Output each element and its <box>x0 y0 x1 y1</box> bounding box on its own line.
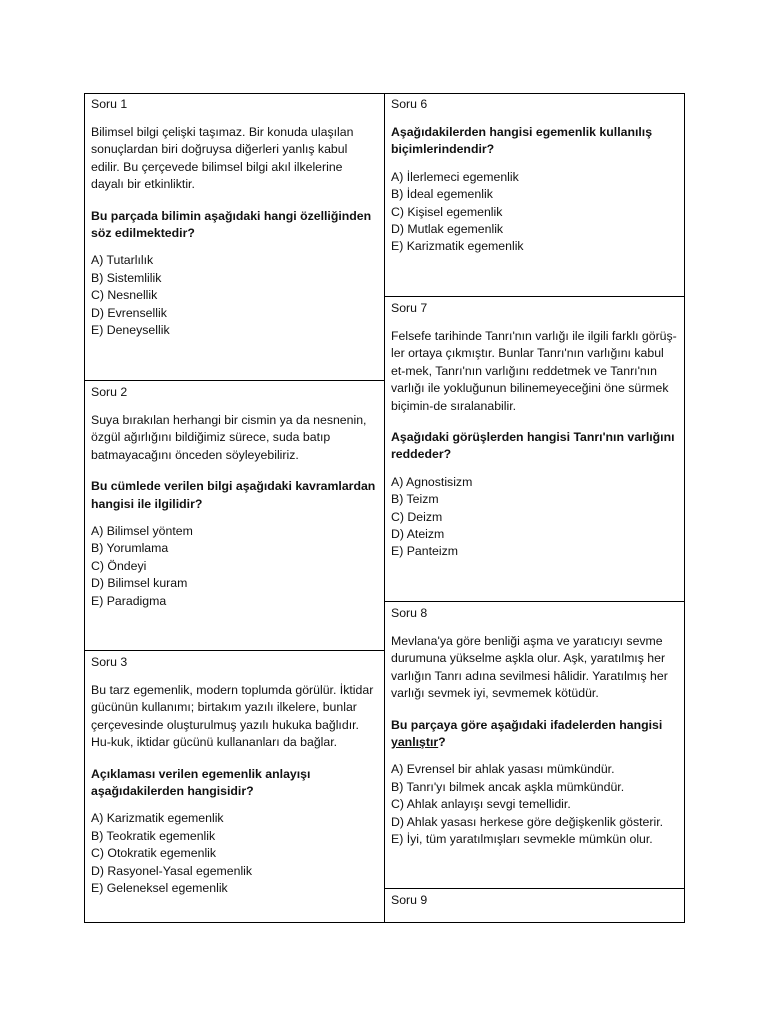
stem-suffix: ? <box>438 735 446 750</box>
answer-option[interactable]: D) Rasyonel-Yasal egemenlik <box>91 863 253 878</box>
answer-option[interactable]: A) Agnostisizm <box>391 474 473 489</box>
question-title: Soru 8 <box>391 606 428 620</box>
question-divider <box>385 888 684 889</box>
answer-options <box>391 474 678 561</box>
question-title: Soru 2 <box>91 385 128 399</box>
answer-option[interactable]: D) Ateizm <box>391 527 445 542</box>
question-stem: Aşağıdakilerden hangisi egemenlik kullanılış biçimlerindendir? <box>391 125 653 157</box>
answer-option[interactable]: D) Evrensellik <box>91 305 167 320</box>
question-title: Soru 9 <box>391 893 428 907</box>
stem-text: Bu parçaya göre aşağıdaki ifadelerden hangisi <box>391 717 663 732</box>
question-title: Soru 6 <box>391 97 428 111</box>
answer-options <box>91 252 378 339</box>
question-3 <box>85 654 384 897</box>
answer-options <box>91 523 378 610</box>
answer-option[interactable]: C) Öndeyi <box>91 558 147 573</box>
question-title: Soru 7 <box>391 301 428 315</box>
answer-option[interactable]: A) Evrensel bir ahlak yasası mümkündür. <box>391 762 615 777</box>
answer-option[interactable]: D) Ahlak yasası herkese göre değişkenlik gösterir. <box>391 814 664 829</box>
answer-option[interactable]: E) Karizmatik egemenlik <box>391 239 524 254</box>
answer-option[interactable]: B) İdeal egemenlik <box>391 187 493 202</box>
answer-option[interactable]: D) Mutlak egemenlik <box>391 222 504 237</box>
question-passage: Felsefe tarihinde Tanrı'nın varlığı ile ilgili farklı görüş-ler ortaya çıkmıştır. Bunlar Tanrı'nın varlığını kabul et-mek, Tanrı'nın varlığını reddetmek ve Tanrı'nın varlığı ile yokluğunun bilinemeyeceğini öne sürmek biçimin-de sıralanabilir. <box>391 329 677 413</box>
answer-option[interactable]: C) Ahlak anlayışı sevgi temellidir. <box>391 797 571 812</box>
question-title: Soru 3 <box>91 655 128 669</box>
question-9 <box>385 892 684 920</box>
question-passage: Bu tarz egemenlik, modern toplumda görülür. İktidar gücünün kullanımı; birtakım yazılı ilkelere, bunlar çerçevesinde oluşturulmuş yazılı hukuka bağlıdır. Hu-kuk, iktidar gücünü kullananları da bağlar. <box>91 683 374 750</box>
question-sheet <box>84 93 685 923</box>
question-divider <box>85 380 384 381</box>
left-column <box>85 94 385 922</box>
question-passage: Mevlana'ya göre benliği aşma ve yaratıcıyı sevme durumuna yükselme aşkla olur. Aşk, yaratılmış her varlığın Tanrı adına sevilmesi hâlidir. Yaratılmış her varlığı sevmek iyi, sevmemek kötüdür. <box>391 634 668 701</box>
question-title: Soru 1 <box>91 97 128 111</box>
answer-option[interactable]: E) Panteizm <box>391 544 458 559</box>
answer-option[interactable]: C) Deizm <box>391 509 443 524</box>
question-stem <box>391 717 678 752</box>
question-8 <box>385 605 684 848</box>
answer-option[interactable]: A) İlerlemeci egemenlik <box>391 169 519 184</box>
question-stem: Bu parçada bilimin aşağıdaki hangi özelliğinden söz edilmektedir? <box>91 208 372 241</box>
answer-option[interactable]: B) Sistemlilik <box>91 270 162 285</box>
answer-option[interactable]: A) Bilimsel yöntem <box>91 524 193 539</box>
answer-option[interactable]: B) Teizm <box>391 492 439 507</box>
answer-option[interactable]: E) Paradigma <box>91 593 167 608</box>
answer-option[interactable]: E) Geleneksel egemenlik <box>91 881 228 896</box>
question-divider <box>385 601 684 602</box>
answer-option[interactable]: C) Nesnellik <box>91 288 158 303</box>
answer-options <box>391 761 678 848</box>
answer-option[interactable]: C) Kişisel egemenlik <box>391 204 503 219</box>
answer-option[interactable]: C) Otokratik egemenlik <box>91 846 217 861</box>
question-stem: Aşağıdaki görüşlerden hangisi Tanrı'nın varlığını reddeder? <box>391 430 675 462</box>
answer-options <box>391 169 678 256</box>
stem-emphasis: yanlıştır <box>391 735 439 750</box>
question-passage: Bilimsel bilgi çelişki taşımaz. Bir konuda ulaşılan sonuçlardan biri doğruysa diğerleri yanlış kabul edilir. Bu çerçevede bilimsel bilgi akıl ilkelerine dayalı bir etkinliktir. <box>91 125 354 192</box>
answer-option[interactable]: B) Tanrı'yı bilmek ancak aşkla mümkündür. <box>391 779 625 794</box>
answer-option[interactable]: B) Teokratik egemenlik <box>91 828 216 843</box>
right-column <box>385 94 684 922</box>
answer-option[interactable]: D) Bilimsel kuram <box>91 576 188 591</box>
answer-option[interactable]: E) Deneysellik <box>91 323 170 338</box>
question-stem: Bu cümlede verilen bilgi aşağıdaki kavramlardan hangisi ile ilgilidir? <box>91 479 376 511</box>
answer-option[interactable]: B) Yorumlama <box>91 541 169 556</box>
question-6 <box>385 96 684 256</box>
question-1 <box>85 96 384 339</box>
question-stem: Açıklaması verilen egemenlik anlayışı aşağıdakilerden hangisidir? <box>91 766 311 799</box>
answer-option[interactable]: A) Tutarlılık <box>91 253 154 268</box>
answer-options <box>91 810 378 897</box>
answer-option[interactable]: E) İyi, tüm yaratılmışları sevmekle mümkün olur. <box>391 832 653 847</box>
question-passage: Suya bırakılan herhangi bir cismin ya da nesnenin, özgül ağırlığını bildiğimiz sürece, suda batıp batmayacağını önceden söyleyebiliriz. <box>91 413 367 462</box>
question-divider <box>385 296 684 297</box>
answer-option[interactable]: A) Karizmatik egemenlik <box>91 811 224 826</box>
question-7 <box>385 300 684 561</box>
question-divider <box>85 650 384 651</box>
question-2 <box>85 384 384 610</box>
